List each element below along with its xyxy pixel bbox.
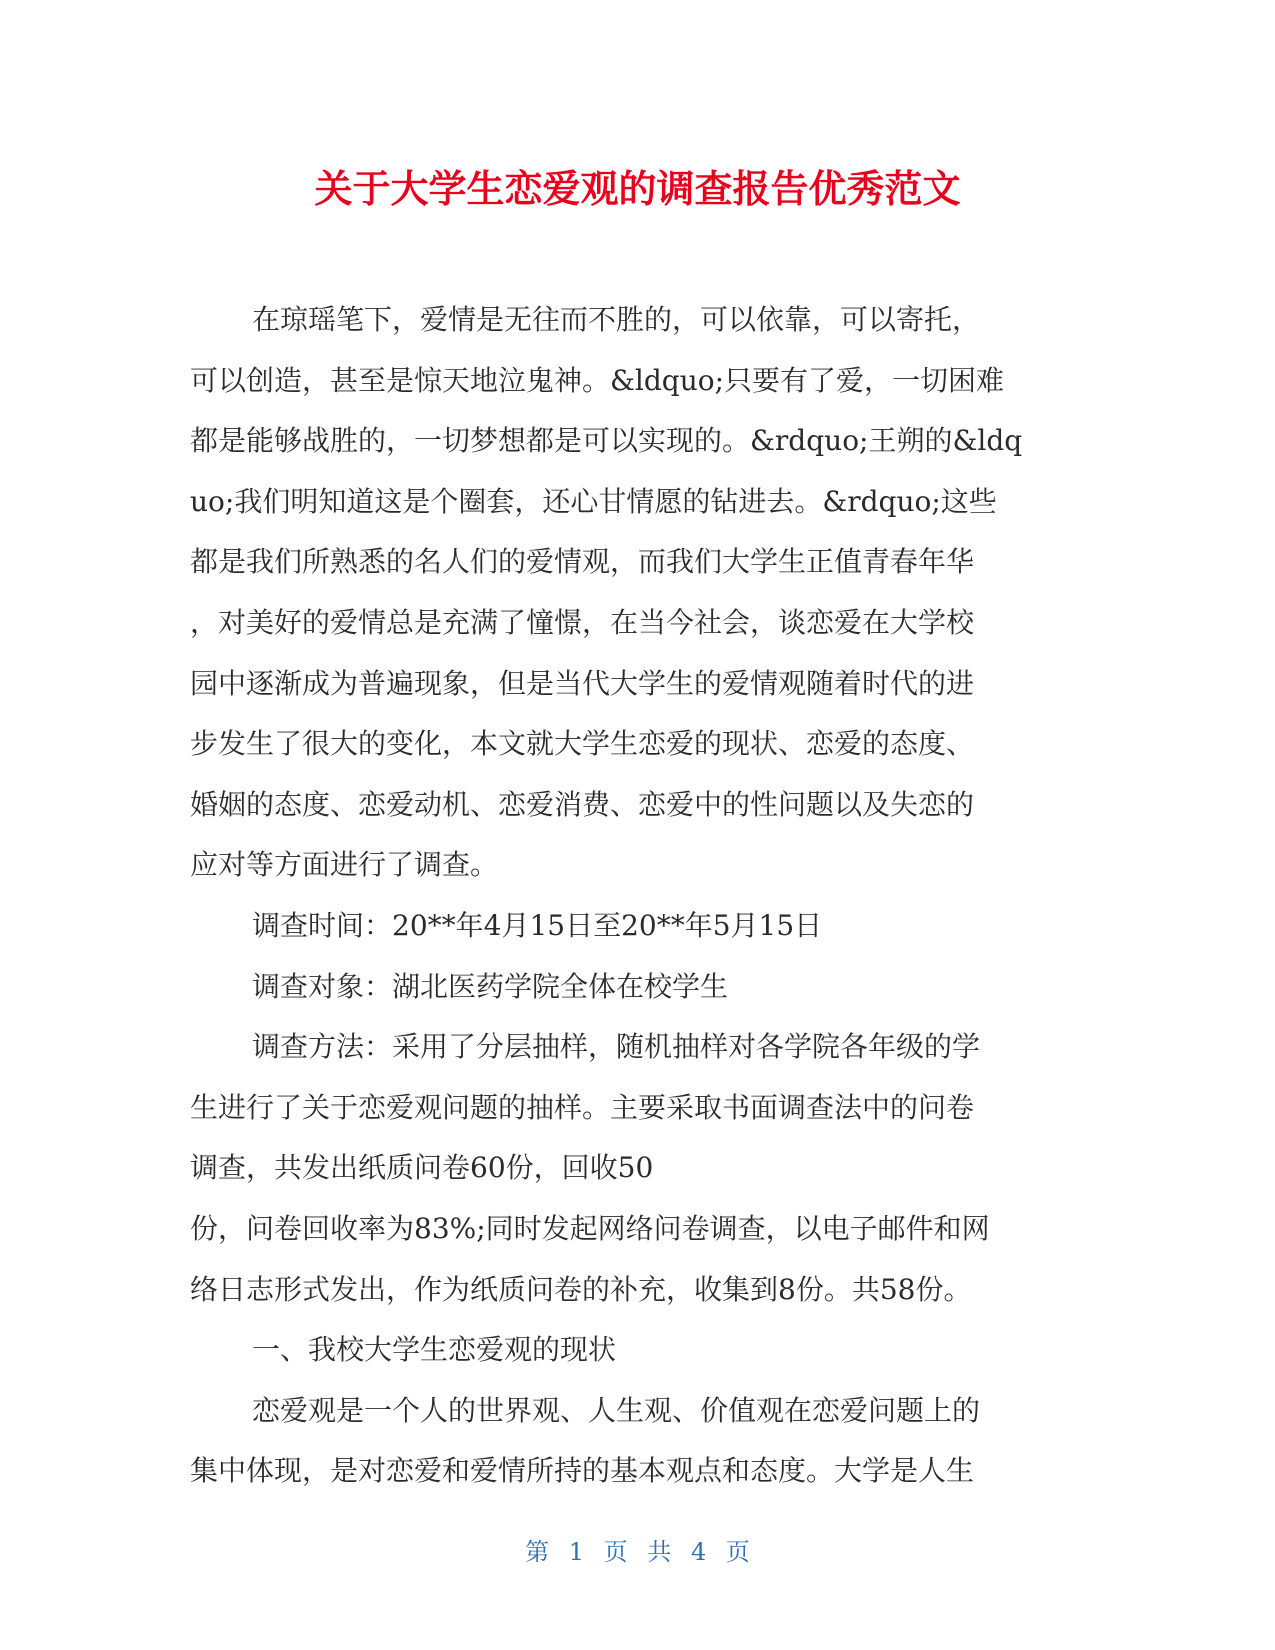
paragraph-line: ，对美好的爱情总是充满了憧憬，在当今社会，谈恋爱在大学校 xyxy=(190,605,975,639)
total-prefix: 共 xyxy=(647,1538,672,1566)
paragraph-line: 都是能够战胜的，一切梦想都是可以实现的。&rdquo;王朔的&ldq xyxy=(190,424,1023,458)
survey-subject-line: 调查对象：湖北医药学院全体在校学生 xyxy=(252,969,729,1003)
paragraph-line: uo;我们明知道这是个圈套，还心甘情愿的钻进去。&rdquo;这些 xyxy=(190,484,997,518)
paragraph-line: 生进行了关于恋爱观问题的抽样。主要采取书面调查法中的问卷 xyxy=(190,1090,975,1124)
page-label-mid: 页 xyxy=(603,1538,628,1566)
paragraph-line: 调查，共发出纸质问卷60份，回收50 xyxy=(190,1151,654,1185)
document-body xyxy=(190,290,1080,1502)
paragraph-line: 步发生了很大的变化，本文就大学生恋爱的现状、恋爱的态度、 xyxy=(190,727,975,761)
document-title: 关于大学生恋爱观的调查报告优秀范文 xyxy=(314,167,961,211)
page-number: 1 xyxy=(568,1538,585,1566)
paragraph-line: 可以创造，甚至是惊天地泣鬼神。&ldquo;只要有了爱，一切困难 xyxy=(190,363,1005,397)
total-suffix: 页 xyxy=(725,1538,750,1566)
paragraph-line: 应对等方面进行了调查。 xyxy=(190,848,499,882)
page-footer xyxy=(0,1536,1275,1568)
page-label-prefix: 第 xyxy=(525,1538,550,1566)
total-pages: 4 xyxy=(690,1538,707,1566)
paragraph-line: 恋爱观是一个人的世界观、人生观、价值观在恋爱问题上的 xyxy=(252,1393,981,1427)
survey-time-line: 调查时间：20**年4月15日至20**年5月15日 xyxy=(252,908,823,942)
section-heading: 一、我校大学生恋爱观的现状 xyxy=(252,1333,617,1367)
paragraph-line: 络日志形式发出，作为纸质问卷的补充，收集到8份。共58份。 xyxy=(190,1272,972,1306)
paragraph-line: 婚姻的态度、恋爱动机、恋爱消费、恋爱中的性问题以及失恋的 xyxy=(190,787,975,821)
paragraph-line: 份，问卷回收率为83%;同时发起网络问卷调查，以电子邮件和网 xyxy=(190,1211,990,1245)
paragraph-line: 在琼瑶笔下，爱情是无往而不胜的，可以依靠，可以寄托， xyxy=(252,303,981,336)
paragraph-line: 都是我们所熟悉的名人们的爱情观，而我们大学生正值青春年华 xyxy=(190,545,975,579)
survey-method-line: 调查方法：采用了分层抽样，随机抽样对各学院各年级的学 xyxy=(252,1030,981,1064)
paragraph-line: 园中逐渐成为普遍现象，但是当代大学生的爱情观随着时代的进 xyxy=(190,666,975,700)
paragraph-line: 集中体现，是对恋爱和爱情所持的基本观点和态度。大学是人生 xyxy=(190,1454,975,1488)
